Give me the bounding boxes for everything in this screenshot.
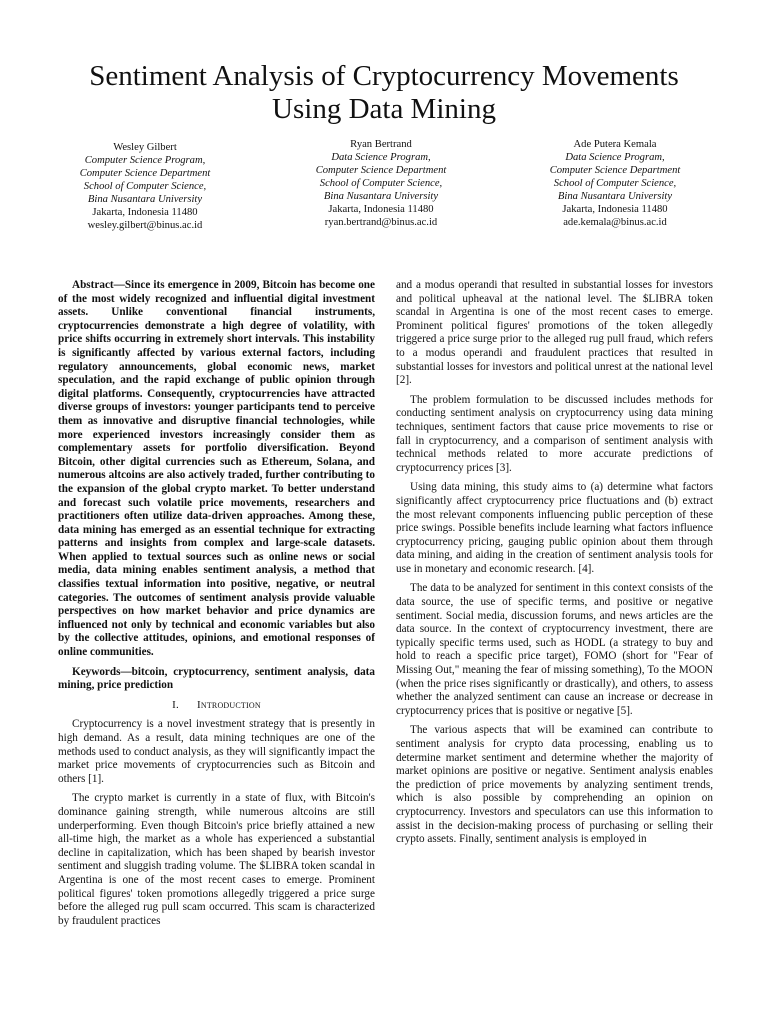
paragraph: and a modus operandi that resulted in substantial losses for investors and political upheaval at the national level. The $LIBRA token scandal in Argentina is one of the most recent cases to emerge. Prominent political figures' promotions of the token allegedly triggered a price surge prior to the alleged rug pull fraud, which refers to a modus operandi and fraudulent practices that resulted in substantial losses for investors and political unrest at the national level [2]. — [396, 279, 713, 387]
right-column — [396, 279, 713, 853]
author-program: Computer Science Program, — [84, 155, 206, 166]
section-heading-introduction — [58, 699, 375, 713]
author-email: ade.kemala@binus.ac.id — [563, 217, 667, 228]
author-program: Data Science Program, — [331, 152, 431, 163]
title-line-1: Sentiment Analysis of Cryptocurrency Movements — [89, 60, 679, 92]
paragraph: The various aspects that will be examined can contribute to sentiment analysis for crypto data processing, enabling us to determine market sentiment and determine whether the majority of market opinions are positive or negative. Sentiment analysis enables the prediction of price movements by analyzing sentiment trends, which is also possible by comprehending an opinion on cryptocurrency. Investors and speculators can use this information to assist in the decision-making process of purchasing or selling their crypto assets. Finally, sentiment analysis is employed in — [396, 724, 713, 846]
author-block-3 — [520, 138, 710, 229]
paper-title — [40, 60, 728, 126]
section-number: I. — [172, 698, 179, 711]
author-name: Ade Putera Kemala — [573, 139, 657, 150]
paragraph: The problem formulation to be discussed includes methods for conducting sentiment analysis on cryptocurrency using data mining techniques, sentiment factors that cause price movements to rise or fall in cryptocurrency, and a comparison of sentiment analysis with technical methods related to more accurate predictions of cryptocurrency prices [3]. — [396, 393, 713, 474]
author-university: Bina Nusantara University — [87, 194, 203, 205]
left-column — [58, 279, 375, 934]
author-university: Bina Nusantara University — [323, 191, 439, 202]
author-department: Computer Science Department — [549, 165, 681, 176]
author-email: ryan.bertrand@binus.ac.id — [324, 217, 438, 228]
author-location: Jakarta, Indonesia 11480 — [562, 204, 668, 215]
author-program: Data Science Program, — [565, 152, 665, 163]
author-school: School of Computer Science, — [553, 178, 677, 189]
author-location: Jakarta, Indonesia 11480 — [92, 207, 198, 218]
author-block-1 — [50, 141, 240, 232]
paragraph: Using data mining, this study aims to (a) determine what factors significantly affect cryptocurrency price fluctuations and (b) extract the most relevant components influencing public perception of these price swings. Possible benefits include learning what factors influence cryptocurrency pricing, gauging public opinion about them through data mining, and aiding in the creation of sentiment analysis tools for use in monetary and economic research. [4]. — [396, 481, 713, 575]
author-name: Wesley Gilbert — [113, 142, 177, 153]
author-department: Computer Science Department — [315, 165, 447, 176]
abstract: Abstract—Since its emergence in 2009, Bitcoin has become one of the most widely recognized and influential digital investment assets. Unlike conventional financial instruments, cryptocurrencies demonstrate a high degree of volatility, with price shifts occurring in extremely short intervals. This instability is significantly affected by various external factors, including regulatory announcements, global economic news, market speculation, and the rapid exchange of public opinion through digital platforms. Consequently, cryptocurrencies have attracted diverse groups of investors: younger participants tend to perceive them as innovative and disruptive financial technologies, while more experienced investors increasingly consider them as complementary assets for portfolio diversification. Beyond Bitcoin, other digital currencies such as Ethereum, Solana, and numerous altcoins are also actively traded, further contributing to the expansion of the global crypto market. To better understand and forecast such volatile price movements, researchers and practitioners often utilize data-driven approaches. Among these, data mining has emerged as an essential technique for extracting patterns and insights from complex and large-scale datasets. When applied to textual sources such as online news or social media, data mining enables sentiment analysis, a method that classifies textual information into positive, negative, or neutral categories. The outcomes of sentiment analysis provide valuable perspectives on how market behavior and price dynamics are influenced not only by technical and economic variables but also by the collective attitudes, opinions, and emotional responses of online communities. — [58, 279, 375, 659]
paragraph: Cryptocurrency is a novel investment strategy that is presently in high demand. As a result, data mining techniques are one of the methods used to conduct analysis, as they will significantly impact the market price movements of cryptocurrencies such as Bitcoin and others [1]. — [58, 718, 375, 785]
author-school: School of Computer Science, — [319, 178, 443, 189]
author-location: Jakarta, Indonesia 11480 — [328, 204, 434, 215]
paragraph: The crypto market is currently in a state of flux, with Bitcoin's dominance gaining strength, while numerous altcoins are still underperforming. Even though Bitcoin's price briefly attained a new all-time high, the market as a whole has experienced a substantial decline in capitalization, which has been shaped by bearish investor sentiment and sluggish trading volume. The $LIBRA token scandal in Argentina is one of the most recent cases to emerge. Prominent political figures' token promotions allegedly triggered a price surge before the alleged rug pull scam occurred. This scam is characterized by fraudulent practices — [58, 792, 375, 927]
author-name: Ryan Bertrand — [350, 139, 412, 150]
author-block-2 — [286, 138, 476, 229]
author-school: School of Computer Science, — [83, 181, 207, 192]
author-department: Computer Science Department — [79, 168, 211, 179]
paragraph: The data to be analyzed for sentiment in this context consists of the data source, the use of specific terms, and positive or negative sentiment. Social media, discussion forums, and news articles are the data source. In the context of cryptocurrency investment, there are typically specific terms used, such as HODL (a strategy to buy and hold to reach a specific price target), FOMO (short for "Fear of Missing Out," meaning the fear of missing something), To the MOON (when the price rises significantly or drastically), and others, to assess whether the analyzed sentiment can cause an increase or decrease in cryptocurrency prices that is positive or negative [5]. — [396, 582, 713, 717]
title-line-2: Using Data Mining — [272, 93, 496, 125]
author-university: Bina Nusantara University — [557, 191, 673, 202]
section-title: Introduction — [196, 698, 261, 711]
keywords: Keywords—bitcoin, cryptocurrency, sentiment analysis, data mining, price prediction — [58, 665, 375, 692]
author-email: wesley.gilbert@binus.ac.id — [87, 220, 203, 231]
